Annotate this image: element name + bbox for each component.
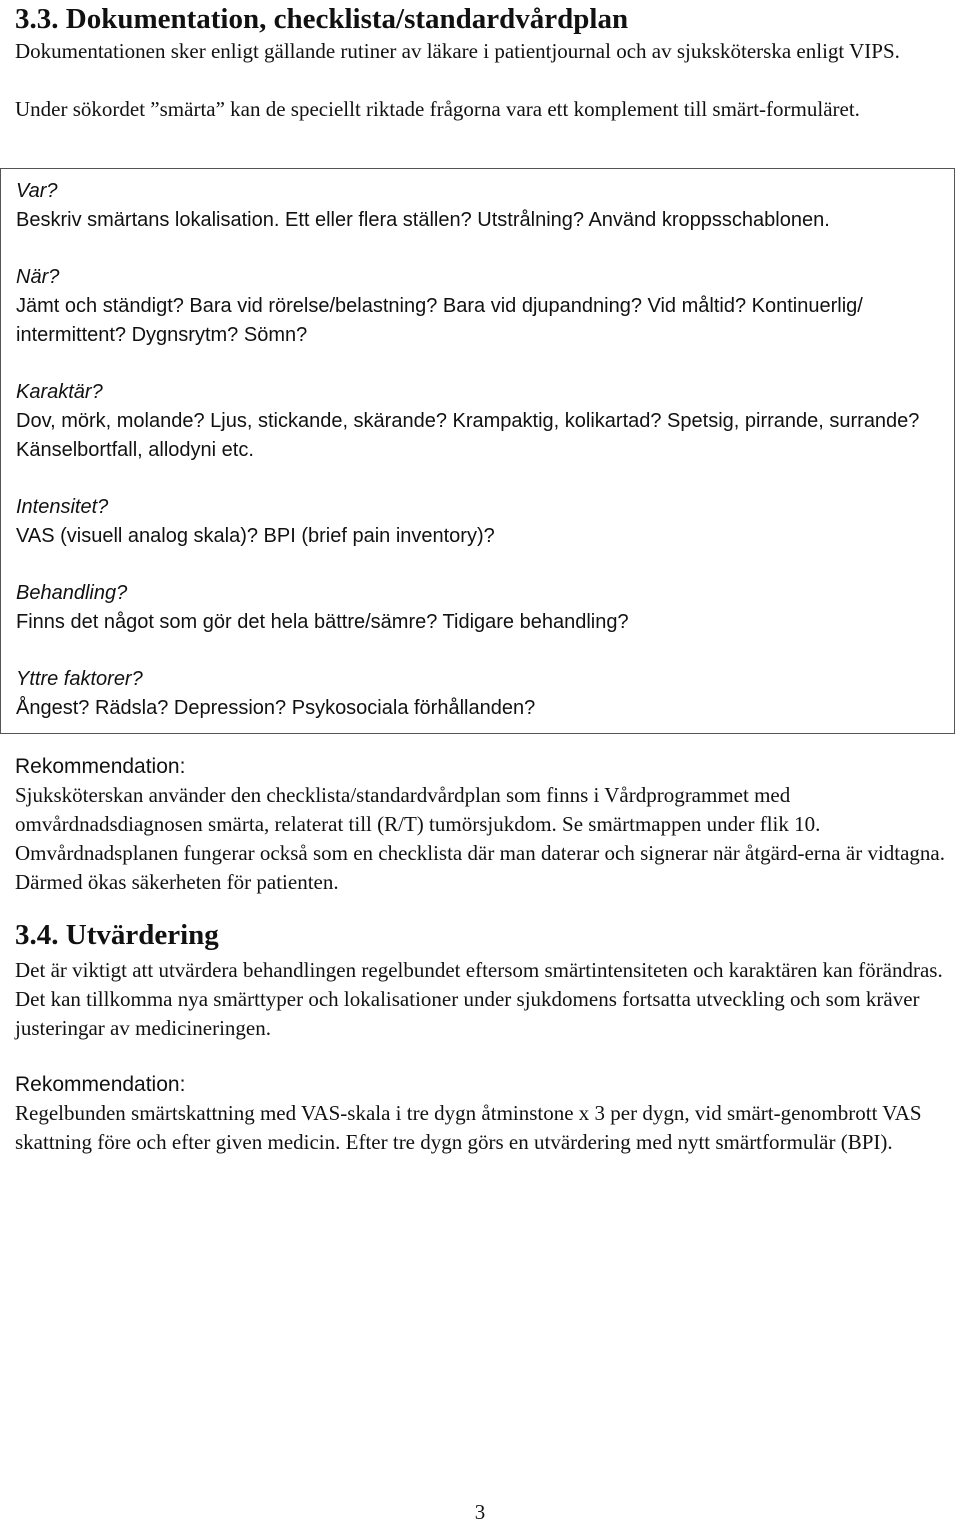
- recommendation-text-2: Regelbunden smärtskattning med VAS-skala i tre dygn åtminstone x 3 per dygn, vid smärt-genombrott VAS skattning före och efter given medicin. Efter tre dygn görs en utvärdering med nytt smärtformulär (BPI).: [15, 1101, 922, 1154]
- recommendation-label-1: Rekommendation:: [15, 755, 186, 778]
- checklist-question-karaktar: Karaktär?: [16, 381, 103, 403]
- checklist-question-intensitet: Intensitet?: [16, 496, 109, 518]
- checklist-box: [0, 168, 955, 734]
- evaluation-paragraph: Det är viktigt att utvärdera behandlingen regelbundet eftersom smärtintensiteten och karaktären kan förändras. Det kan tillkomma nya smärttyper och lokalisationer under sjukdomens fortsatta utveckling och som kräver justeringar av medicineringen.: [15, 958, 943, 1040]
- intro-paragraph-2: Under sökordet ”smärta” kan de speciellt riktade frågorna vara ett komplement till smärt-formuläret.: [15, 97, 860, 121]
- recommendation-text-1: Sjuksköterskan använder den checklista/standardvårdplan som finns i Vårdprogrammet med omvårdnadsdiagnosen smärta, relaterat till (R/T) tumörsjukdom. Se smärtmappen under flik 10. Omvårdnadsplanen fungerar också som en checklista där man daterar och signerar när åtgärd-erna är vidtagna. Därmed ökas säkerheten för patienten.: [15, 783, 945, 894]
- checklist-answer-behandling: Finns det något som gör det hela bättre/sämre? Tidigare behandling?: [16, 611, 629, 633]
- checklist-answer-intensitet: VAS (visuell analog skala)? BPI (brief pain inventory)?: [16, 525, 495, 547]
- checklist-question-behandling: Behandling?: [16, 582, 128, 604]
- checklist-question-nar: När?: [16, 266, 60, 288]
- recommendation-label-2: Rekommendation:: [15, 1073, 186, 1096]
- intro-paragraph-1: Dokumentationen sker enligt gällande rutiner av läkare i patientjournal och av sjuksköterska enligt VIPS.: [15, 39, 900, 63]
- checklist-answer-karaktar: Dov, mörk, molande? Ljus, stickande, skärande? Krampaktig, kolikartad? Spetsig, pirrande, surrande? Känselbortfall, allodyni etc.: [16, 410, 920, 461]
- checklist-answer-yttre-faktorer: Ångest? Rädsla? Depression? Psykosociala förhållanden?: [16, 697, 536, 719]
- checklist-answer-var: Beskriv smärtans lokalisation. Ett eller flera ställen? Utstrålning? Använd kroppsschablonen.: [16, 209, 830, 231]
- checklist-answer-nar: Jämt och ständigt? Bara vid rörelse/belastning? Bara vid djupandning? Vid måltid? Kontinuerlig/ intermittent? Dygnsrytm? Sömn?: [16, 295, 863, 346]
- checklist-question-var: Var?: [16, 180, 58, 202]
- section-heading-dokumentation: 3.3. Dokumentation, checklista/standardvårdplan: [15, 3, 629, 35]
- section-heading-utvardering: 3.4. Utvärdering: [15, 919, 219, 951]
- checklist-question-yttre-faktorer: Yttre faktorer?: [16, 668, 143, 690]
- page-number: 3: [474, 1500, 486, 1524]
